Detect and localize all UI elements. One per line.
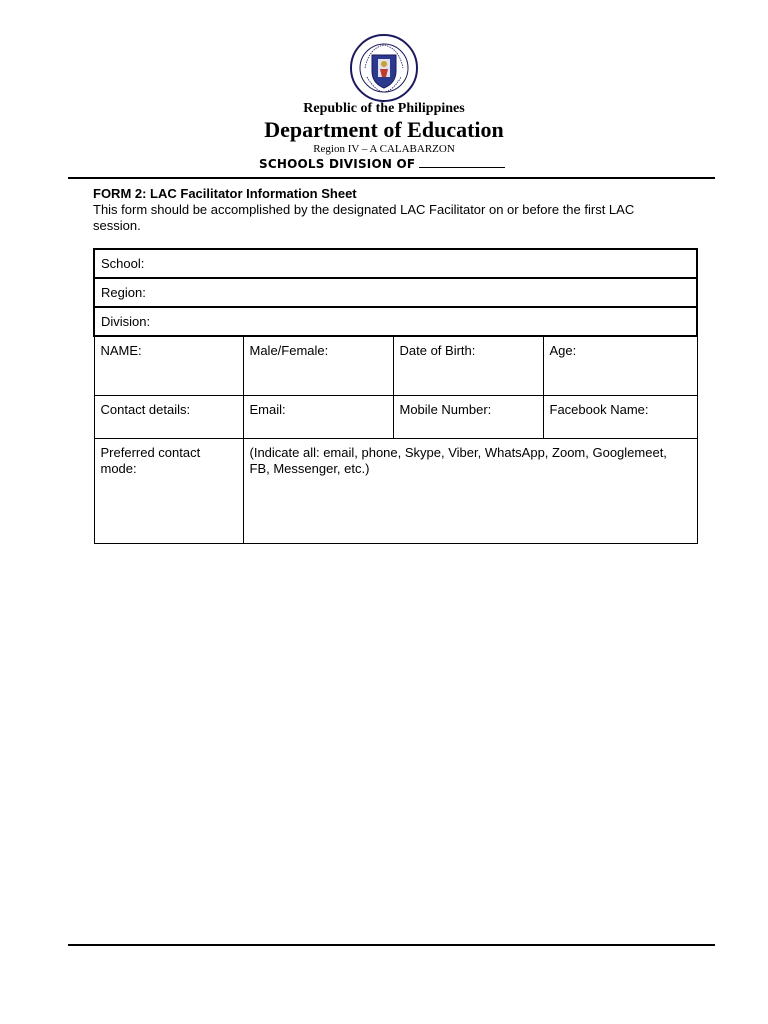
contact-details-label: Contact details: [100, 402, 191, 417]
region-field[interactable] [94, 278, 697, 307]
date-of-birth-field[interactable] [393, 336, 543, 396]
header-divider [68, 177, 715, 179]
preferred-contact-mode-hint: (Indicate all: email, phone, Skype, Viber, WhatsApp, Zoom, Googlemeet, FB, Messenger, etc.) [249, 445, 667, 476]
contact-details-cell [94, 396, 243, 439]
age-field[interactable] [543, 336, 697, 396]
mobile-number-field[interactable] [393, 396, 543, 439]
form-description: This form should be accomplished by the designated LAC Facilitator on or before the first LAC session. [93, 202, 635, 233]
sex-label: Male/Female: [249, 343, 329, 358]
facilitator-info-table [93, 248, 698, 544]
sex-field[interactable] [243, 336, 393, 396]
table-row [94, 439, 697, 544]
mobile-number-label: Mobile Number: [399, 402, 492, 417]
school-label: School: [101, 256, 145, 271]
schools-division-line [259, 157, 505, 171]
table-row [94, 249, 697, 278]
region-heading: Region IV – A CALABARZON [313, 143, 455, 155]
name-field[interactable] [94, 336, 243, 396]
table-row [94, 336, 697, 396]
email-label: Email: [249, 402, 286, 417]
preferred-contact-mode-label: Preferred contact mode: [100, 445, 201, 476]
table-row [94, 396, 697, 439]
table-row [94, 278, 697, 307]
table-row [94, 307, 697, 336]
region-label: Region: [101, 285, 146, 300]
preferred-contact-mode-cell [94, 439, 243, 544]
republic-heading: Republic of the Philippines [303, 101, 465, 116]
email-field[interactable] [243, 396, 393, 439]
facebook-name-field[interactable] [543, 396, 697, 439]
department-heading: Department of Education [264, 117, 504, 142]
form-title: FORM 2: LAC Facilitator Information Sheet [93, 186, 357, 201]
date-of-birth-label: Date of Birth: [399, 343, 476, 358]
division-label: Division: [101, 314, 151, 329]
name-label: NAME: [100, 343, 142, 358]
school-field[interactable] [94, 249, 697, 278]
division-field[interactable] [94, 307, 697, 336]
schools-division-blank[interactable] [419, 157, 505, 168]
deped-seal-logo [345, 33, 423, 103]
preferred-contact-mode-field[interactable] [243, 439, 697, 544]
footer-divider [68, 944, 715, 946]
facebook-name-label: Facebook Name: [549, 402, 649, 417]
age-label: Age: [549, 343, 577, 358]
schools-division-label: SCHOOLS DIVISION OF [259, 157, 416, 171]
